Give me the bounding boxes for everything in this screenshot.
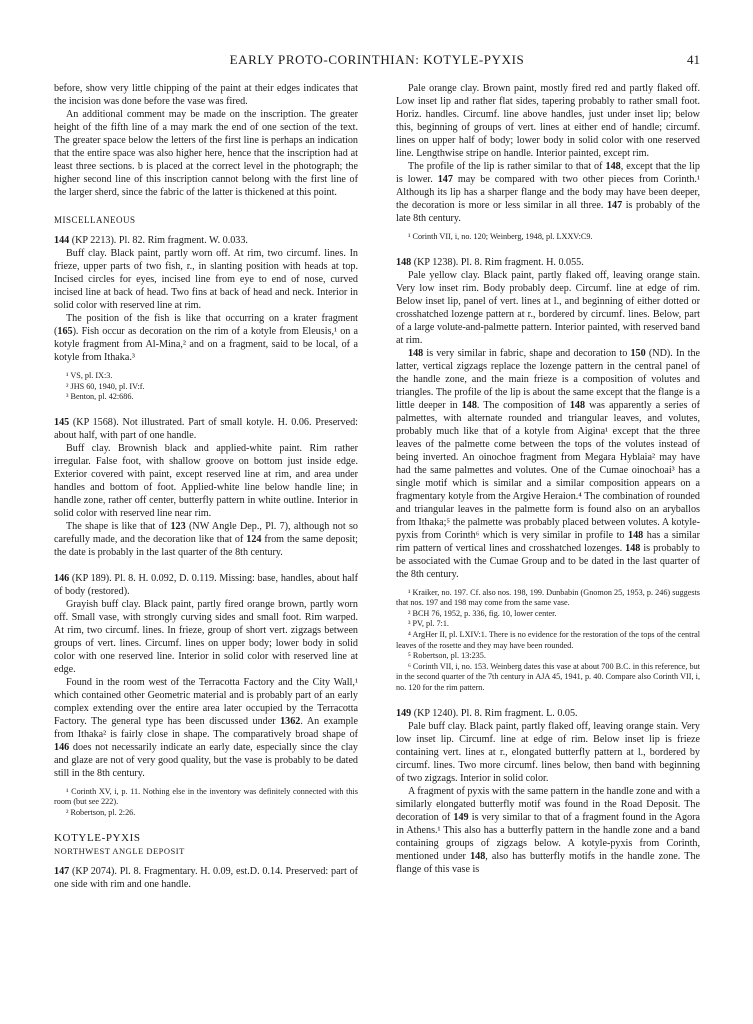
entry-number: 147 — [54, 865, 70, 877]
footnote: ¹ Kraiker, no. 197. Cf. also nos. 198, 199. Dunbabin (Gnomon 25, 1953, p. 246) suggests that nos. 197 and 198 may come from the same vase. — [396, 587, 700, 608]
catalogue-entry-146-head: 146 (KP 189). Pl. 8. H. 0.092, D. 0.119. Missing: base, handles, about half of body (restored). — [54, 572, 358, 597]
footnote: ¹ Corinth VII, i, no. 120; Weinberg, 1948, pl. LXXV:C9. — [408, 232, 593, 241]
paragraph: Pale orange clay. Brown paint, mostly fired red and partly flaked off. Low inset lip and rather flat sides, tapering probably to rather small foot. Horiz. handles. Circumf. line above handles, just under inset lip; below this, beginning of groups of vert. lines at either end of handle; circumf. lines on upper half of body; lower body in solid color with one reserved line. Lengthwise stripe on handle. Interior painted, except rim. — [396, 83, 700, 159]
entry-number: 146 — [54, 572, 70, 584]
catalogue-entry-148-head: 148 (KP 1238). Pl. 8. Rim fragment. H. 0.055. — [396, 256, 584, 268]
running-head: EARLY PROTO-CORINTHIAN: KOTYLE-PYXIS — [229, 52, 525, 67]
footnote: ³ PV, pl. 7:1. — [408, 619, 449, 629]
footnote: ¹ Corinth XV, i, p. 11. Nothing else in the inventory was definitely connected with this room (but see 222). — [54, 786, 358, 807]
paragraph: The position of the fish is like that occurring on a krater fragment (165). Fish occur as decoration on the rim of a kotyle from Eleusis,¹ on a kotyle fragment from Al-Mina,² and on a fragment, said to be local, of a kotyle from Ithaka.³ — [54, 313, 358, 363]
paragraph: 148 is very similar in fabric, shape and decoration to 150 (ND). In the latter, vertical zigzags replace the lozenge pattern in the central panel of the handle zone, and the main frieze is a composition of volutes and triangles. The profile of the lip is about the same except that the flange is a little deeper in 148. The composition of 148 was apparently a series of palmettes, with alternate rounded and triangular leaves, and volutes, probably much like that of a kotyle from Aigina¹ except that the three leaves of the palmette come between the tops of the volutes instead of being inverted. An oinochoe fragment from Megara Hyblaia² may have had the same palmettes and volutes. One of the Cumae oinochoai³ has a single motif which is similar and a similar composition appears on a fragmentary kotyle from the Argive Heraion.⁴ The combination of rounded and triangular leaves in the palmette form is found also on an aryballos from Ithaka;⁵ the palmette was probably placed between volutes. A kotyle-pyxis from Corinth⁶ which is very similar in profile to 148 has a similar rim pattern of vertical lines and crosshatched lozenges. 148 is probably to be associated with the Cumae Group and to be dated in the last quarter of the 8th century. — [396, 347, 701, 580]
page-header — [54, 52, 700, 72]
footnote: ⁶ Corinth VII, i, no. 153. Weinberg dates this vase at about 700 B.C. in this reference, but in the second quarter of the 7th century in AJA 45, 1941, p. 40. Compare also Corinth VII, i, no. 120 for the rim pattern. — [396, 661, 700, 692]
paragraph: Found in the room west of the Terracotta Factory and the City Wall,¹ which contained other Geometric material and is probably part of an early complex extending over the entire area later occupied by the Terracotta Factory. The general type has been discussed under 1362. An example from Ithaka² is fairly close in shape. The comparatively broad shape of 146 does not necessarily indicate an early date, especially since the clay and glaze are not of very good quality, but the vase is probably to be dated still in the 8th century. — [54, 676, 358, 779]
footnote: ² JHS 60, 1940, pl. IV:f. — [66, 381, 145, 391]
paragraph: The shape is like that of 123 (NW Angle Dep., Pl. 7), although not so carefully made, and the decoration like that of 124 from the same deposit; the date is probably in the last quarter of the 8th century. — [54, 520, 358, 558]
footnote: ³ Benton, pl. 42:686. — [66, 392, 134, 402]
paragraph: Grayish buff clay. Black paint, partly fired orange brown, partly worn off. Small vase, with strongly curving sides and small foot. Rim warped. At rim, two circumf. lines. In frieze, group of short vert. zigzags between groups of vert. lines. Circumf. lines on upper body; lower body in solid color with one reserved line. Interior in solid color with reserved line at edge. — [54, 598, 358, 675]
entry-number: 145 — [54, 416, 70, 428]
entry-number: 144 — [54, 235, 70, 246]
entry-number: 149 — [396, 707, 412, 719]
catalogue-entry-147-head: 147 (KP 2074). Pl. 8. Fragmentary. H. 0.09, est.D. 0.14. Preserved: part of one side with rim and one handle. — [54, 865, 358, 890]
catalogue-entry-144-head: 144 (KP 2213). Pl. 82. Rim fragment. W. 0.033. — [54, 235, 248, 246]
paragraph: Buff clay. Black paint, partly worn off. At rim, two circumf. lines. In frieze, upper parts of two fish, r., in slanting position with heads at top. Incised circles for eyes, incised line from eye to end of nose, curved incised line at back of head. Two fins at back of head and neck. Interior in solid color with reserved line at rim. — [54, 248, 358, 311]
footnote: ² BCH 76, 1952, p. 336, fig. 10, lower center. — [408, 608, 557, 618]
footnote: ² Robertson, pl. 2:26. — [66, 807, 136, 817]
paragraph: Pale yellow clay. Black paint, partly flaked off, leaving orange stain. Very low inset rim. Body probably deep. Circumf. line at edge of rim. Below inset lip, panel of vert. lines at l., and beginning of either dotted or crosshatched lozenge pattern at r., bordered by circumf. lines. Below, part of a large volute-and-palmette pattern. Interior painted, with reserved band at rim. — [396, 269, 700, 346]
paragraph: The profile of the lip is rather similar to that of 148, except that the lip is lower. 147 may be compared with two other pieces from Corinth.¹ Although its lip has a sharper flange and the body may have been deeper, the decoration is more or less similar in all three. 147 is probably of the late 8th century. — [396, 161, 700, 224]
section-heading-miscellaneous: MISCELLANEOUS — [54, 215, 136, 225]
catalogue-entry-149-head: 149 (KP 1240). Pl. 8. Rim fragment. L. 0.05. — [396, 707, 578, 719]
footnote: ⁴ ArgHer II, pl. LXIV:1. There is no evidence for the restoration of the tops of the central leaves of the rosette and they may have been rounded. — [396, 629, 700, 650]
footnote: ⁵ Robertson, pl. 13:235. — [408, 651, 486, 661]
page-number: 41 — [687, 52, 700, 67]
footnote: ¹ VS, pl. IX:3. — [66, 371, 113, 380]
paragraph: An additional comment may be made on the inscription. The greater height of the fifth line of a may mark the end of one section of the text. The greater space below the letters of the first line is perhaps an indication that the entire space was also higher here, hence that the inscription had at least three sections. b is placed at the correct level in the photograph; the higher second line of this inscription cannot belong with the first line of the larger sherd, since the fabric of the latter is thickened at this point. — [54, 109, 358, 198]
paragraph: before, show very little chipping of the paint at their edges indicates that the incision was done before the vase was fired. — [54, 83, 358, 107]
paragraph: A fragment of pyxis with the same pattern in the handle zone and with a similarly elongated butterfly motif was found in the Road Deposit. The decoration of 149 is very similar to that of a fragment found in the Agora in Athens.¹ This also has a butterfly pattern in the handle zone and a band containing groups of zigzags below. A kotyle-pyxis from Corinth, mentioned under 148, also has butterfly motifs in the handle zone. The flange of this vase is — [396, 785, 701, 875]
paragraph: Pale buff clay. Black paint, partly flaked off, leaving orange stain. Very low inset lip. Circumf. line at edge of rim. Below inset lip is frieze containing vert. lines at r., elongated butterfly pattern at l., bordered by circumf. lines. Two more circumf. lines below, then band with beginning of two zigzags. Interior in solid color. — [396, 720, 700, 784]
entry-number: 148 — [396, 256, 412, 268]
catalogue-entry-145-head: 145 (KP 1568). Not illustrated. Part of small kotyle. H. 0.06. Preserved: about half, with part of one handle. — [54, 416, 358, 441]
right-column — [396, 82, 700, 876]
paragraph: Buff clay. Brownish black and applied-white paint. Rim rather irregular. False foot, with shallow groove on bottom just inside edge. Exterior covered with paint, except reserved line at rim, and area under handles and bottom of foot. Applied-white line below handle line; in handle zone, rather off center, butterfly pattern in white outline. Interior in solid color with reserved line near rim. — [54, 442, 358, 519]
section-heading-kotyle-pyxis: KOTYLE-PYXIS — [54, 831, 141, 844]
left-column — [54, 82, 358, 891]
subsection-heading-deposit: NORTHWEST ANGLE DEPOSIT — [54, 845, 185, 856]
